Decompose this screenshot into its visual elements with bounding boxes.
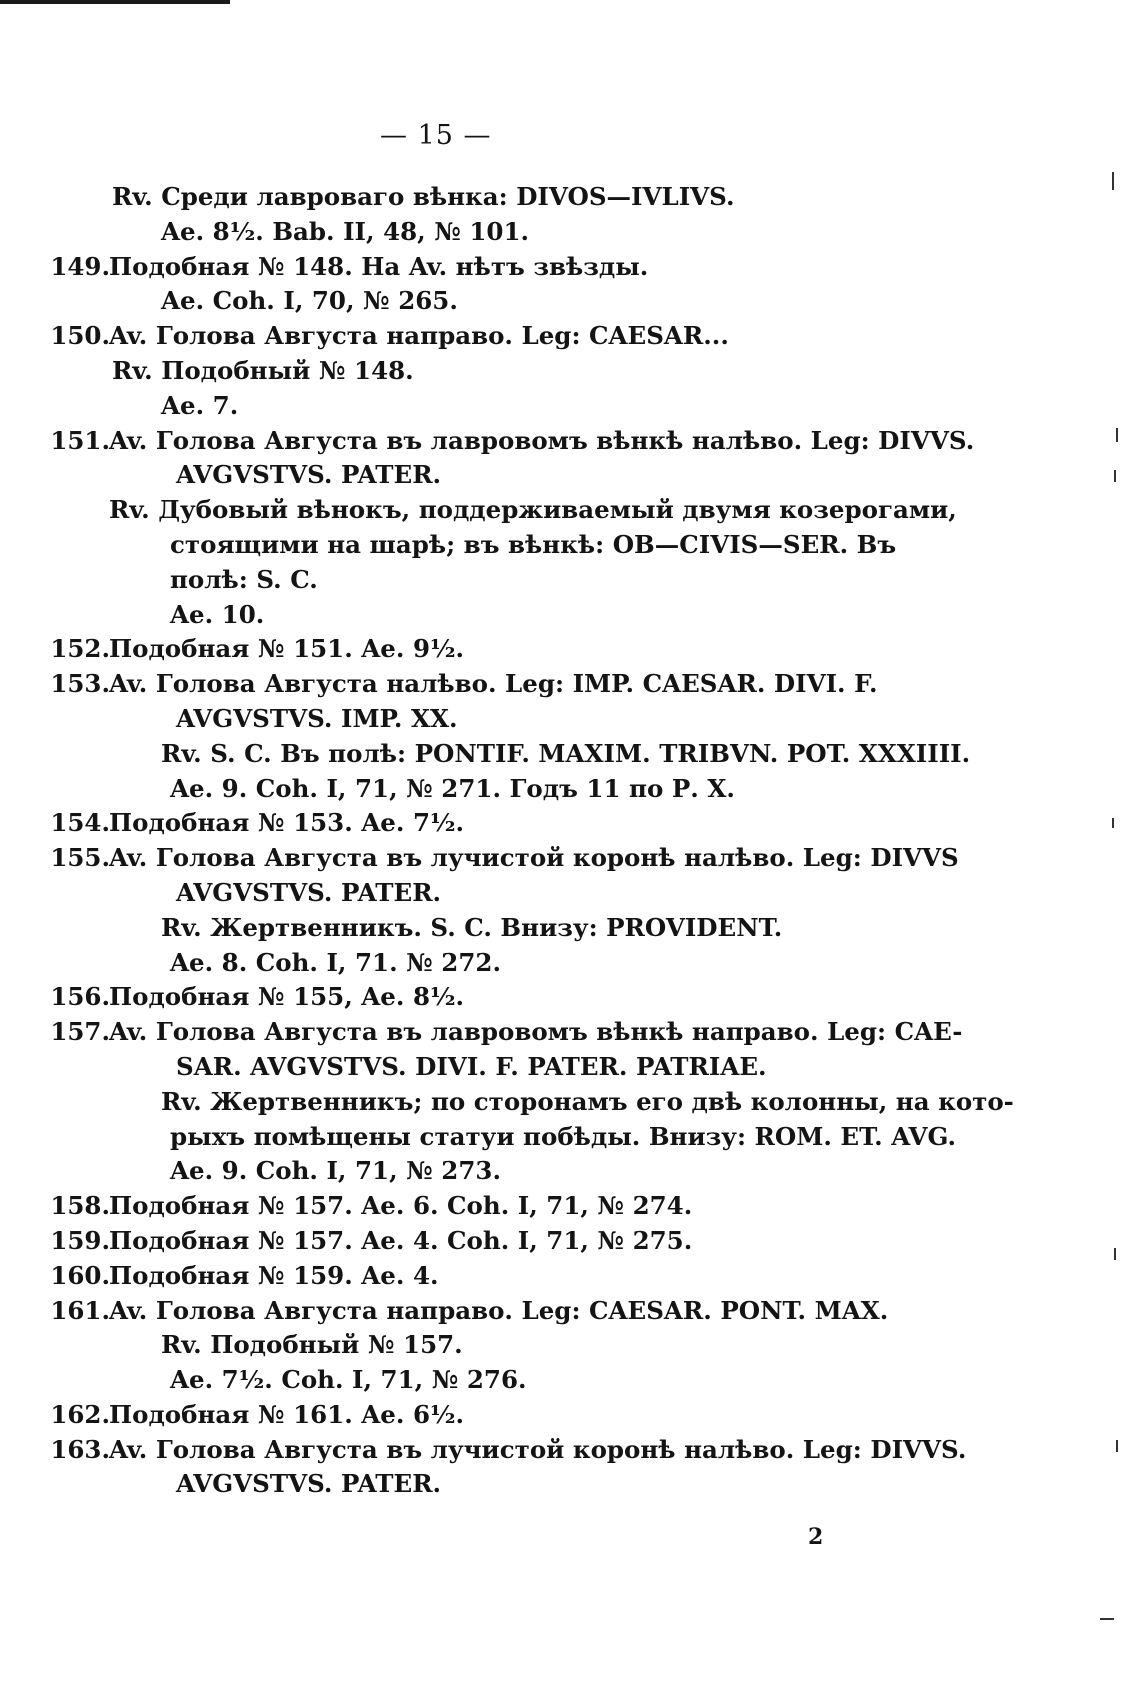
text-line (48, 284, 868, 319)
line-text: Rv. Жертвенникъ; по сторонамъ его двѣ колонны, на кото- (161, 1086, 1014, 1116)
text-line (48, 1467, 868, 1502)
text-line (48, 1154, 868, 1189)
entry-number: 154. (50, 808, 110, 838)
line-text: Av. Голова Августа направо. Leg: CAESAR. PONT. MAX. (109, 1295, 889, 1325)
entry-number: 156. (50, 982, 110, 1012)
line-text: SAR. AVGVSTVS. DIVI. F. PATER. PATRIAE. (176, 1051, 767, 1081)
text-line (48, 946, 868, 981)
entry-number: 160. (50, 1260, 110, 1290)
text-line (48, 667, 878, 702)
line-text: AVGVSTVS. PATER. (176, 877, 442, 907)
text-line (48, 772, 868, 807)
line-text: Av. Голова Августа налѣво. Leg: IMP. CAESAR. DIVI. F. (109, 669, 878, 699)
line-text: Подобная № 157. Ae. 4. Coh. I, 71, № 275. (109, 1225, 693, 1255)
top-edge-mark (0, 0, 230, 4)
line-text: стоящими на шарѣ; въ вѣнкѣ: OB—CIVIS—SER. Въ (170, 529, 897, 559)
line-text: Подобная № 159. Ae. 4. (109, 1260, 439, 1290)
entry-number: 151. (50, 425, 110, 455)
line-text: Ae. 7. (161, 390, 239, 420)
text-line (48, 250, 868, 285)
line-text: Av. Голова Августа въ лучистой коронѣ налѣво. Leg: DIVVS. (109, 1434, 967, 1464)
line-text: Rv. Подобный № 148. (112, 355, 414, 385)
line-text: Rv. Жертвенникъ. S. C. Внизу: PROVIDENT. (161, 912, 783, 942)
text-line (48, 980, 868, 1015)
line-text: Ae. 9. Coh. I, 71, № 271. Годъ 11 по Р. Х. (170, 773, 735, 803)
text-line (48, 598, 868, 633)
text-line (48, 1050, 868, 1085)
line-text: рыхъ помѣщены статуи побѣды. Внизу: ROM. ET. AVG. (170, 1121, 957, 1151)
text-line (48, 1433, 967, 1468)
text-line (48, 806, 868, 841)
line-text: Ae. 8. Coh. I, 71. № 272. (170, 947, 501, 977)
scan-speck (1100, 1618, 1114, 1620)
text-line (48, 1120, 957, 1155)
line-text: Ae. 7½. Coh. I, 71, № 276. (170, 1365, 527, 1395)
catalog-text (48, 180, 1014, 1502)
line-text: Подобная № 153. Ae. 7½. (109, 808, 465, 838)
entry-number: 157. (50, 1017, 110, 1047)
line-text: Av. Голова Августа въ лучистой коронѣ налѣво. Leg: DIVVS (109, 843, 959, 873)
scan-speck (1112, 818, 1114, 828)
text-line (48, 1294, 889, 1329)
entry-number: 159. (50, 1225, 110, 1255)
text-line (48, 841, 959, 876)
text-line (48, 528, 897, 563)
line-text: Rv. S. C. Въ полѣ: PONTIF. MAXIM. TRIBVN. POT. XXXIIII. (161, 738, 971, 768)
line-text: Rv. Среди лавроваго вѣнка: DIVOS—IVLIVS. (112, 182, 735, 211)
entry-number: 150. (50, 321, 110, 351)
line-text: Ae. 8½. Bab. II, 48, № 101. (161, 216, 530, 246)
entry-number: 152. (50, 634, 110, 664)
entry-number: 155. (50, 843, 110, 873)
text-line (48, 1085, 1014, 1120)
text-line (48, 563, 868, 598)
line-text: AVGVSTVS. IMP. XX. (176, 703, 458, 733)
entry-number: 162. (50, 1399, 110, 1429)
text-line (48, 1015, 963, 1050)
text-line (48, 493, 957, 528)
scan-speck (1116, 428, 1118, 442)
text-line (48, 319, 868, 354)
entry-number: 153. (50, 669, 110, 699)
text-line (48, 737, 971, 772)
line-text: Подобная № 151. Ae. 9½. (109, 634, 465, 664)
line-text: полѣ: S. C. (170, 564, 318, 594)
line-text: AVGVSTVS. PATER. (176, 460, 442, 490)
text-line (48, 911, 868, 946)
text-line (48, 1363, 868, 1398)
entry-number: 158. (50, 1191, 110, 1221)
scan-speck (1114, 1248, 1116, 1260)
line-text: Подобная № 155, Ae. 8½. (109, 982, 465, 1012)
text-line (48, 1398, 868, 1433)
scan-speck (1112, 172, 1114, 190)
text-line (48, 354, 868, 389)
line-text: AVGVSTVS. PATER. (176, 1469, 442, 1499)
text-line (48, 215, 868, 250)
text-line (48, 876, 868, 911)
text-line (48, 180, 868, 215)
scan-speck (1114, 470, 1116, 482)
signature-mark: 2 (808, 1524, 824, 1550)
line-text: Ae. 10. (170, 599, 265, 629)
line-text: Rv. Дубовый вѣнокъ, поддерживаемый двумя козерогами, (109, 495, 957, 525)
line-text: Av. Голова Августа въ лавровомъ вѣнкѣ направо. Leg: CAE- (109, 1017, 963, 1047)
text-line (48, 1328, 868, 1363)
text-line (48, 1224, 868, 1259)
line-text: Av. Голова Августа въ лавровомъ вѣнкѣ налѣво. Leg: DIVVS. (109, 425, 975, 455)
text-line (48, 424, 975, 459)
line-text: Av. Голова Августа направо. Leg: CAESAR... (109, 321, 729, 351)
text-line (48, 458, 868, 493)
text-line (48, 1189, 868, 1224)
scan-speck (1116, 1440, 1118, 1452)
text-line (48, 702, 868, 737)
line-text: Подобная № 161. Ae. 6½. (109, 1399, 465, 1429)
line-text: Ae. 9. Coh. I, 71, № 273. (170, 1156, 501, 1186)
entry-number: 149. (50, 251, 110, 281)
entry-number: 163. (50, 1434, 110, 1464)
line-text: Подобная № 148. На Av. нѣтъ звѣзды. (109, 251, 649, 281)
line-text: Rv. Подобный № 157. (161, 1330, 463, 1360)
line-text: Ae. Coh. I, 70, № 265. (161, 286, 458, 316)
text-line (48, 632, 868, 667)
page-number: — 15 — (380, 120, 492, 151)
entry-number: 161. (50, 1295, 110, 1325)
text-line (48, 1259, 868, 1294)
text-line (48, 389, 868, 424)
line-text: Подобная № 157. Ae. 6. Coh. I, 71, № 274. (109, 1191, 693, 1221)
